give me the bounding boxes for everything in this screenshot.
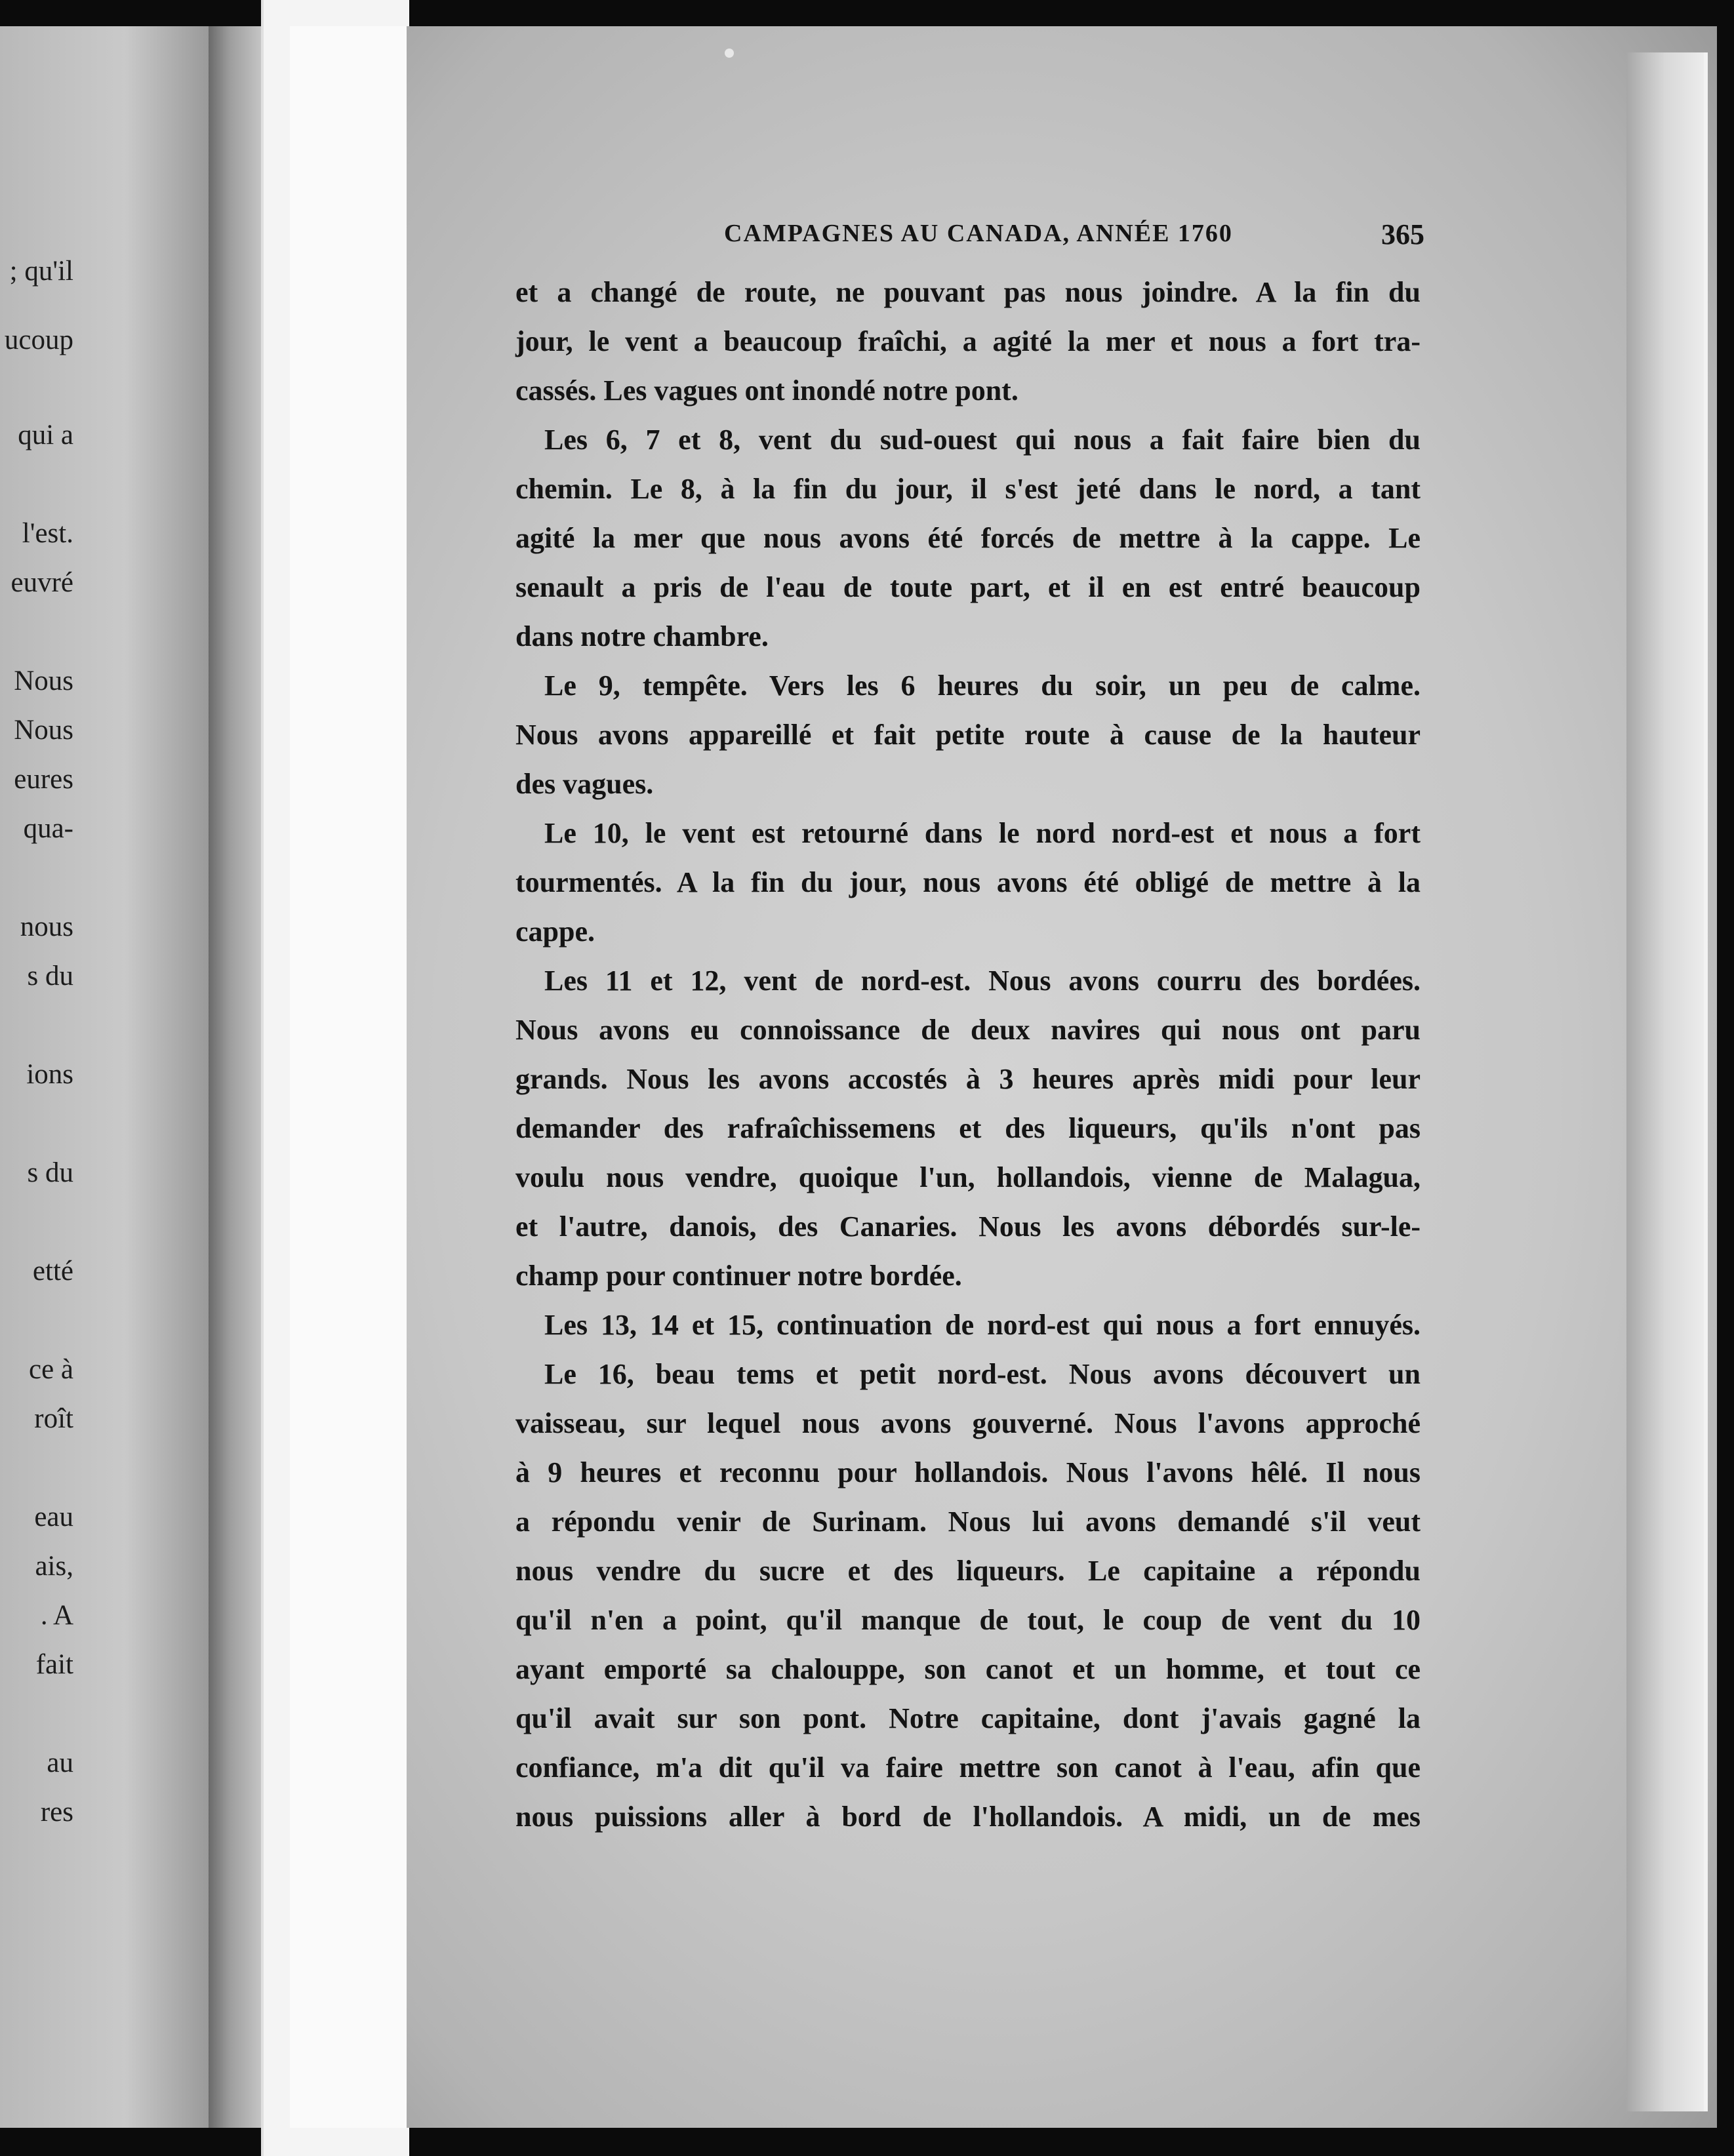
left-page-fragment: au: [47, 1747, 73, 1778]
text-line: à 9 heures et reconnu pour hollandois. Nous l'avons hêlé. Il nous: [515, 1456, 1421, 1488]
text-line: nous puissions aller à bord de l'hollandois. A midi, un de mes: [515, 1801, 1421, 1833]
running-head: CAMPAGNES AU CANADA, ANNÉE 1760: [724, 220, 1233, 247]
left-facing-page: [0, 26, 209, 2128]
left-page-fragment: nous: [20, 911, 73, 942]
text-line: Les 11 et 12, vent de nord-est. Nous avons courru des bordées.: [544, 965, 1421, 997]
left-page-fragment: qui a: [18, 420, 73, 450]
left-page-fragment: eures: [14, 764, 73, 795]
left-page-fragment: fait: [35, 1649, 73, 1680]
book-gutter: [209, 26, 261, 2128]
left-page-fragment: res: [40, 1797, 73, 1827]
text-line: Le 9, tempête. Vers les 6 heures du soir, un peu de calme.: [544, 669, 1421, 702]
text-line: agité la mer que nous avons été forcés de mettre à la cappe. Le: [515, 522, 1421, 554]
scan-speck: [725, 49, 734, 58]
page-edge: [1626, 52, 1708, 2111]
text-line: grands. Nous les avons accostés à 3 heures après midi pour leur: [515, 1063, 1421, 1095]
text-line: tourmentés. A la fin du jour, nous avons été obligé de mettre à la: [515, 866, 1421, 898]
text-line: dans notre chambre.: [515, 620, 769, 652]
page-number: 365: [1381, 218, 1424, 250]
text-line: qu'il n'en a point, qu'il manque de tout, le coup de vent du 10: [515, 1604, 1421, 1636]
left-page-fragment: ions: [26, 1059, 73, 1090]
text-line: ayant emporté sa chalouppe, son canot et un homme, et tout ce: [515, 1653, 1421, 1685]
blank-leaf-inner: [290, 26, 407, 2128]
blank-leaf: [261, 0, 409, 2156]
left-page-fragment: . A: [40, 1600, 73, 1631]
text-line: senault a pris de l'eau de toute part, et il en est entré beaucoup: [515, 571, 1421, 603]
left-page-fragment: eau: [34, 1502, 73, 1532]
left-page-fragment: ais,: [35, 1551, 73, 1582]
text-line: Le 16, beau tems et petit nord-est. Nous avons découvert un: [544, 1358, 1421, 1390]
left-page-fragment: ucoup: [4, 325, 73, 355]
text-line: qu'il avait sur son pont. Notre capitaine, dont j'avais gagné la: [515, 1702, 1421, 1734]
text-line: Nous avons eu connoissance de deux navires qui nous ont paru: [515, 1014, 1421, 1046]
left-page-fragment: s du: [27, 1157, 73, 1188]
text-line: vaisseau, sur lequel nous avons gouverné. Nous l'avons approché: [515, 1407, 1421, 1439]
left-page-fragment: Nous: [14, 666, 73, 696]
text-line: champ pour continuer notre bordée.: [515, 1260, 962, 1292]
left-page-fragment: etté: [32, 1256, 73, 1287]
left-page-fragment: ; qu'il: [9, 256, 73, 287]
text-line: des vagues.: [515, 768, 654, 800]
left-page-fragment: l'est.: [22, 518, 73, 549]
left-page-fragment: roît: [34, 1403, 73, 1434]
text-line: Nous avons appareillé et fait petite route à cause de la hauteur: [515, 719, 1421, 751]
text-line: confiance, m'a dit qu'il va faire mettre son canot à l'eau, afin que: [515, 1751, 1421, 1784]
left-page-fragment: s du: [27, 961, 73, 991]
text-line: demander des rafraîchissemens et des liqueurs, qu'ils n'ont pas: [515, 1112, 1421, 1144]
left-page-fragment: Nous: [14, 715, 73, 746]
text-line: Les 13, 14 et 15, continuation de nord-est qui nous a fort ennuyés.: [544, 1309, 1421, 1341]
left-page-fragment: ce à: [28, 1354, 73, 1385]
text-line: Les 6, 7 et 8, vent du sud-ouest qui nous a fait faire bien du: [544, 424, 1421, 456]
page-body: [515, 268, 1421, 1841]
text-line: nous vendre du sucre et des liqueurs. Le capitaine a répondu: [515, 1555, 1421, 1587]
text-line: voulu nous vendre, quoique l'un, hollandois, vienne de Malagua,: [515, 1161, 1421, 1193]
text-line: chemin. Le 8, à la fin du jour, il s'est jeté dans le nord, a tant: [515, 473, 1421, 505]
text-line: cappe.: [515, 915, 595, 948]
left-page-fragment: euvré: [10, 567, 73, 598]
text-line: Le 10, le vent est retourné dans le nord nord-est et nous a fort: [544, 817, 1421, 849]
text-line: a répondu venir de Surinam. Nous lui avons demandé s'il veut: [515, 1506, 1421, 1538]
text-line: cassés. Les vagues ont inondé notre pont.: [515, 374, 1018, 407]
left-page-fragment: qua-: [23, 813, 73, 844]
text-line: jour, le vent a beaucoup fraîchi, a agité la mer et nous a fort tra-: [515, 325, 1421, 357]
text-line: et a changé de route, ne pouvant pas nous joindre. A la fin du: [515, 276, 1421, 308]
text-line: et l'autre, danois, des Canaries. Nous les avons débordés sur-le-: [515, 1210, 1421, 1243]
